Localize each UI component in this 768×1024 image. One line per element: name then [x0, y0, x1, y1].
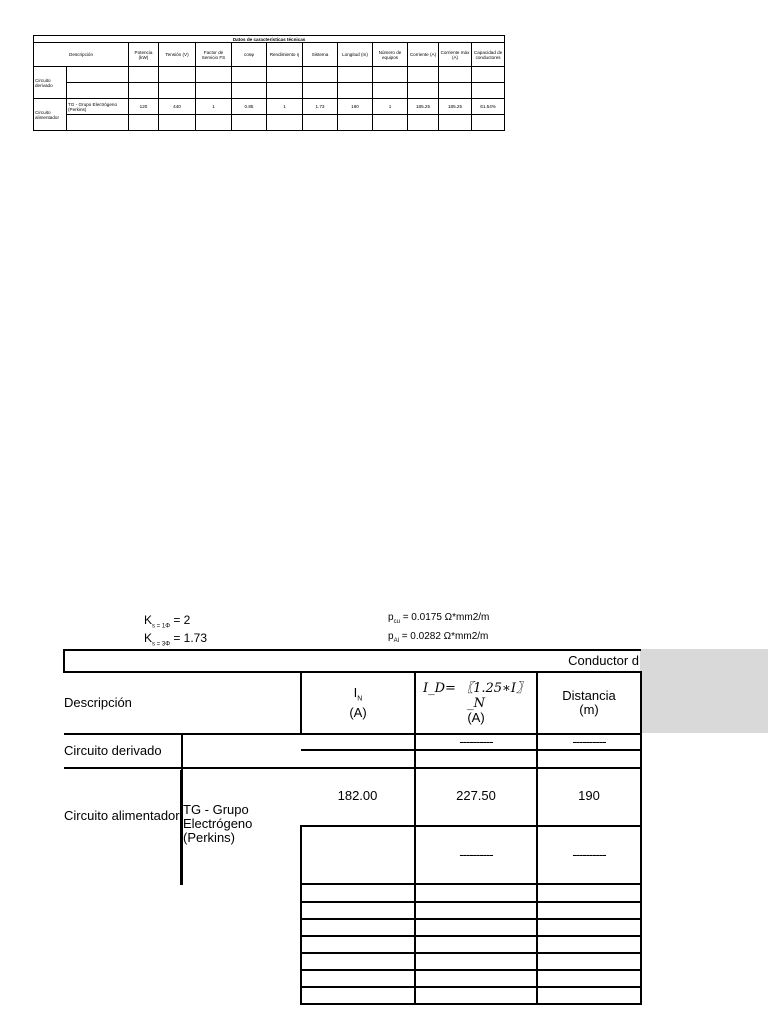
row-label-alimentador: Circuito alimentador	[34, 99, 67, 131]
row-label-alimentador: Circuito alimentador	[64, 768, 182, 885]
alimentador-divider	[180, 770, 182, 885]
alimentador-description: TG - Grupo Electrógeno (Perkins)	[182, 768, 301, 885]
cell-sistema: 1.73	[303, 99, 338, 115]
header-capacidad: Capacidad de conductores	[472, 43, 505, 67]
header-in: $I_N$ (A)	[301, 672, 415, 734]
cell-factor-servicio: 1	[196, 99, 232, 115]
header-potencia: Potencia (kW)	[129, 43, 159, 67]
header-cosphi: cosφ	[232, 43, 267, 67]
cell-corriente: 185.25	[408, 99, 439, 115]
header-id-formula: I_D= 〖1.25∗I〗_N (A)	[415, 672, 537, 734]
derivado-distancia: ----------	[537, 734, 641, 750]
cell-rendimiento: 1	[267, 99, 303, 115]
alimentador-id: 227.50	[415, 768, 537, 826]
k-single-phase: $K_{s = 1\Phi} = 2$	[144, 613, 191, 630]
alimentador-distancia: 190	[537, 768, 641, 826]
cell-numero-equipos: 1	[373, 99, 408, 115]
header-corriente-max: Corriente máx (A)	[439, 43, 472, 67]
header-distancia: Distancia (m)	[537, 672, 641, 734]
header-descripcion: Descripción	[34, 43, 129, 67]
alimentador-description: TG - Grupo Electrógeno (Perkins)	[67, 99, 129, 115]
row-label-derivado: Circuito derivado	[34, 67, 67, 99]
cell-corriente-max: 185.25	[439, 99, 472, 115]
technical-data-table	[33, 35, 505, 131]
header-tension: Tensión (V)	[159, 43, 196, 67]
alimentador2-id: ----------	[415, 826, 537, 884]
header-numero-equipos: Número de equipos	[373, 43, 408, 67]
cell-longitud: 190	[338, 99, 373, 115]
cell-tension: 440	[159, 99, 196, 115]
section-title: Conductor d	[64, 650, 641, 672]
conductor-table	[63, 649, 642, 1005]
row-label-derivado: Circuito derivado	[64, 743, 162, 758]
rho-aluminum: $p_{Al} = 0.0282$ Ω*mm2/m	[388, 631, 489, 644]
header-rendimiento: Rendimiento η	[267, 43, 303, 67]
cell-capacidad: 61.54%	[472, 99, 505, 115]
alimentador2-distancia: ----------	[537, 826, 641, 884]
header-longitud: Longitud (m)	[338, 43, 373, 67]
k-three-phase: $K_{s = 3\Phi} = 1.73$	[144, 631, 208, 648]
header-sistema: Sistema	[303, 43, 338, 67]
header-descripcion: Descripción	[64, 672, 301, 734]
cell-potencia: 120	[129, 99, 159, 115]
table-title: Datos de características técnicas	[34, 36, 505, 43]
cell-cosphi: 0.85	[232, 99, 267, 115]
header-factor-servicio: Factor de Servicio FS	[196, 43, 232, 67]
header-corriente: Corriente (A)	[408, 43, 439, 67]
derivado-id: ----------	[415, 734, 537, 750]
grey-header-block	[640, 649, 768, 733]
alimentador-in: 182.00	[301, 768, 415, 826]
rho-copper: $p_{cu} = 0.0175$ Ω*mm2/m	[388, 612, 490, 625]
